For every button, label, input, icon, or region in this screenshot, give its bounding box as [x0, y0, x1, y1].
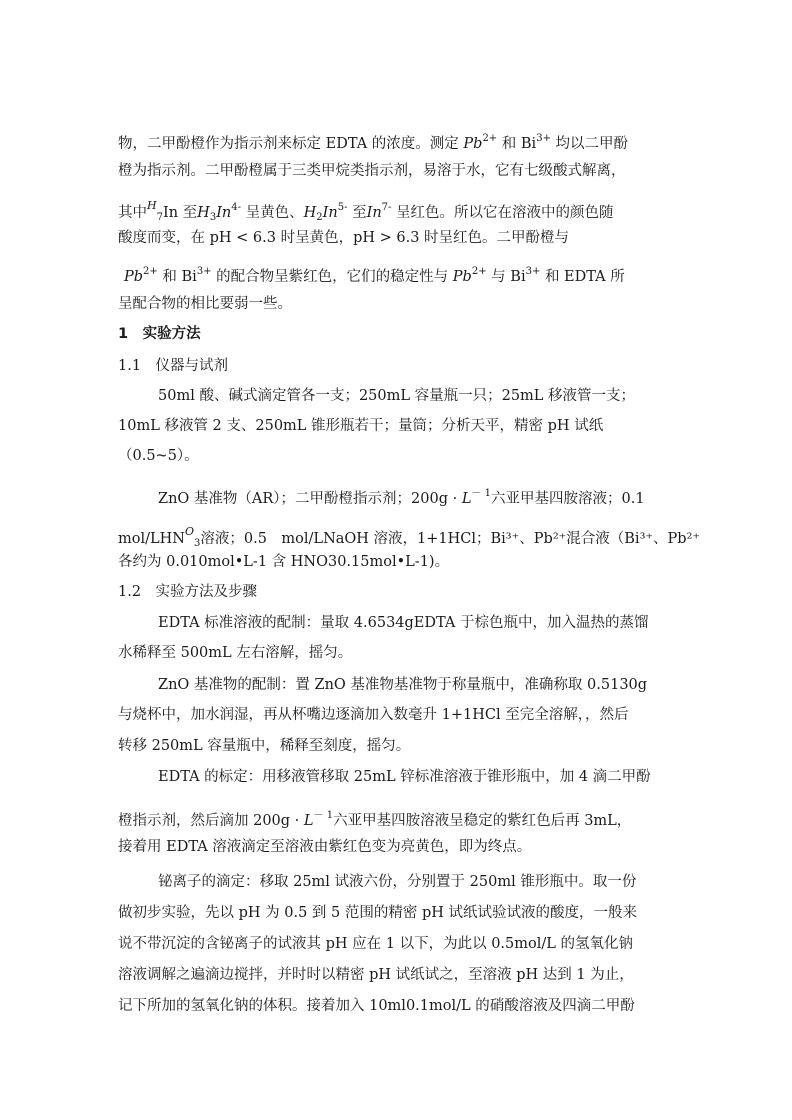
math-l: $L^{- 1}$	[461, 488, 492, 507]
paragraph-line: 说不带沉淀的含铋离子的试液其 pH 应在 1 以下，为此以 0.5mol/L 的氢氧化钠	[118, 936, 633, 952]
math-o3: $^O_3$	[184, 525, 201, 549]
paragraph-line: 水稀释至 500mL 左右溶解，摇匀。	[118, 645, 353, 661]
paragraph-line: 酸度而变，在 pH < 6.3 时呈黄色，pH > 6.3 时呈红色。二甲酚橙与	[118, 230, 570, 246]
math-h7in: $^H_7$	[147, 199, 163, 223]
paragraph-line: EDTA 标准溶液的配制：量取 4.6534gEDTA 于棕色瓶中，加入温热的蒸馏	[158, 615, 649, 631]
paragraph-line: ZnO 基准物（AR）；二甲酚橙指示剂；$200g \cdot L^{- 1}$六亚甲基四胺溶液；0.1	[158, 488, 645, 507]
paragraph-line: 10mL 移液管 2 支、250mL 锥形瓶若干；量筒；分析天平，精密 pH 试纸	[118, 418, 604, 434]
paragraph-line: 各约为 0.010mol•L-1 含 HNO30.15mol•L-1)。	[118, 554, 450, 570]
paragraph-line: 转移 250mL 容量瓶中，稀释至刻度，摇匀。	[118, 738, 411, 754]
paragraph-line: EDTA 的标定：用移液管移取 25mL 锌标准溶液于锥形瓶中，加 4 滴二甲酚	[158, 769, 651, 785]
paragraph-line: ZnO 基准物的配制：置 ZnO 基准物基准物于称量瓶中，准确称取 0.5130g	[158, 677, 648, 693]
paragraph-line: 50ml 酸、碱式滴定管各一支；250mL 容量瓶一只；25mL 移液管一支；	[158, 388, 636, 404]
paragraph-line: mol/$LHN^O_3$溶液；0.5 mol/LNaOH 溶液，1+1HCl；Bi³⁺、Pb²⁺混合液（Bi³⁺、Pb²⁺	[118, 525, 701, 549]
paragraph-line: 其中$^H_7$In 至$H_3In^{4-}$ 呈黄色、$H_2In^{5-}$ 至$In^{7-}$ 呈红色。所以它在溶液中的颜色随	[118, 199, 614, 223]
paragraph-line: 与烧杯中，加水润湿，再从杯嘴边逐滴加入数毫升 1+1HCl 至完全溶解，，然后	[118, 707, 629, 723]
math-in7: $In^{7-}$	[366, 202, 392, 221]
subsection-heading: 1.2 实验方法及步骤	[118, 584, 258, 600]
math-pb: $Pb^{2+}$	[463, 133, 498, 152]
paragraph-line: 记下所加的氢氧化钠的体积。接着加入 10ml0.1mol/L 的硝酸溶液及四滴二甲酚	[118, 998, 635, 1014]
math-h2in: $H_2In^{5-}$	[303, 202, 348, 223]
math-h3in: $H_3In^{4-}$	[197, 202, 242, 223]
paragraph-line: 溶液调解之遍滴边搅拌，并时时以精密 pH 试纸试之，至溶液 pH 达到 1 为止，	[118, 967, 634, 983]
math-l: $L^{- 1}$	[303, 810, 334, 829]
paragraph-line: 做初步实验，先以 pH 为 0.5 到 5 范围的精密 pH 试纸试验试液的酸度，一般来	[118, 905, 638, 921]
paragraph-line: 橙指示剂，然后滴加 $200g \cdot L^{- 1}$六亚甲基四胺溶液呈稳定的紫红色后再 3mL，	[118, 810, 632, 829]
paragraph-line: 橙为指示剂。二甲酚橙属于三类甲烷类指示剂，易溶于水，它有七级酸式解离，	[118, 163, 626, 179]
math-pb: $Pb^{2+}$	[124, 266, 158, 285]
math-pb: $Pb^{2+}$	[452, 266, 487, 285]
section-heading: 1 实验方法	[118, 326, 201, 342]
paragraph-line: $Pb^{2+}$ 和 $Bi^{3+}$ 的配合物呈紫红色，它们的稳定性与 $Pb^{2+}$ 与 $Bi^{3+}$ 和 EDTA 所	[124, 266, 625, 285]
paragraph-line: 接着用 EDTA 溶液滴定至溶液由紫红色变为亮黄色，即为终点。	[118, 839, 532, 855]
paragraph-line: （0.5~5）。	[118, 448, 199, 464]
paragraph-line: 呈配合物的相比要弱一些。	[118, 296, 292, 312]
paragraph-line: 铋离子的滴定：移取 25ml 试液六份，分别置于 250ml 锥形瓶中。取一份	[158, 874, 637, 890]
subsection-heading: 1.1 仪器与试剂	[118, 358, 229, 374]
paragraph-line: 物，二甲酚橙作为指示剂来标定 EDTA 的浓度。测定 $Pb^{2+}$ 和 $Bi^{3+}$ 均以二甲酚	[118, 133, 629, 152]
